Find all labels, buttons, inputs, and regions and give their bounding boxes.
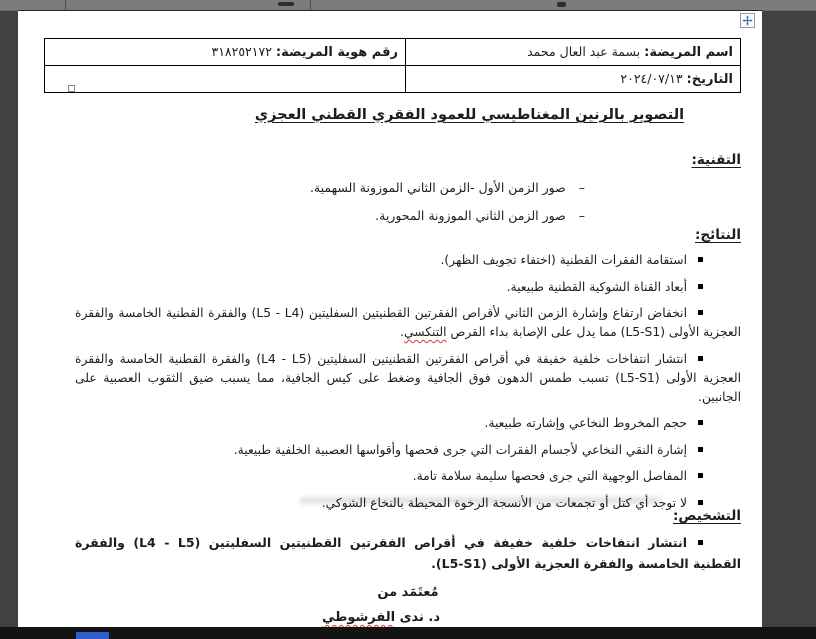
list-item[interactable] bbox=[75, 178, 741, 197]
square-bullet-icon bbox=[698, 500, 703, 505]
report-date-label: التاريخ: bbox=[686, 71, 733, 87]
approved-by-line[interactable]: مُعتَمَد من bbox=[377, 585, 439, 600]
result-item-text: إشارة النقي النخاعي لأجسام الفقرات التي جرى فحصها وأقواسها العصبية الخلفية طبيعية. bbox=[233, 442, 687, 457]
diagnosis-list bbox=[75, 532, 741, 574]
move-icon bbox=[742, 15, 753, 26]
square-bullet-icon bbox=[698, 284, 703, 289]
report-title[interactable]: التصوير بالرنين المغناطيسي للعمود الفقري القطني العجزي bbox=[254, 107, 685, 123]
patient-id-value: ٣١٨٢٥٢١٧٢ bbox=[211, 43, 272, 59]
section-heading-technique[interactable]: التقنية: bbox=[691, 152, 741, 168]
section-heading-results[interactable]: النتائج: bbox=[695, 227, 741, 243]
patient-name-label: اسم المريضة: bbox=[644, 44, 733, 60]
report-date-value: ٢٠٢٤/٠٧/١٣ bbox=[620, 70, 683, 86]
doctor-signature-line[interactable] bbox=[75, 610, 687, 625]
result-item-text: استقامة الفقرات القطنية (اختفاء تجويف الظهر). bbox=[440, 253, 687, 267]
list-item[interactable] bbox=[75, 532, 741, 574]
dash-bullet-icon: – bbox=[578, 180, 585, 195]
list-item[interactable] bbox=[75, 278, 741, 297]
table-resize-handle[interactable] bbox=[68, 85, 75, 92]
table-move-handle[interactable] bbox=[740, 13, 755, 28]
toolbar-fragment bbox=[278, 2, 294, 6]
toolbar-divider bbox=[310, 0, 311, 10]
square-bullet-icon bbox=[698, 420, 703, 425]
toolbar-fragment bbox=[557, 2, 566, 7]
result-item-text: المفاصل الوجهية التي جرى فحصها سليمة سلامة تامة. bbox=[412, 469, 687, 483]
result-item-text: لا توجد أي كتل أو تجمعات من الأنسجة الرخوة المحيطة بالنخاع الشوكي. bbox=[321, 495, 687, 510]
misspelled-word: التنكسي bbox=[404, 325, 447, 339]
patient-name-value: بسمة عبد العال محمد bbox=[527, 43, 641, 59]
patient-id-label: رقم هوية المريضة: bbox=[275, 44, 398, 60]
list-item[interactable] bbox=[75, 414, 741, 433]
patient-id-cell[interactable] bbox=[45, 39, 406, 66]
misspelled-word: الفرشوطي bbox=[321, 610, 396, 625]
taskbar-fragment bbox=[76, 632, 109, 639]
square-bullet-icon bbox=[698, 257, 703, 262]
toolbar-divider bbox=[65, 0, 66, 10]
table-row bbox=[45, 66, 741, 93]
doctor-name-prefix: د. ندى bbox=[395, 610, 441, 625]
report-date-cell[interactable] bbox=[406, 66, 741, 93]
result-item-text: أبعاد القناة الشوكية القطنية طبيعية. bbox=[506, 279, 687, 294]
window-bottom-chrome bbox=[0, 627, 816, 639]
list-item[interactable] bbox=[75, 251, 741, 270]
table-row bbox=[45, 39, 741, 66]
dash-bullet-icon: – bbox=[578, 208, 585, 223]
empty-cell[interactable] bbox=[45, 66, 406, 93]
square-bullet-icon bbox=[698, 310, 703, 315]
result-item-text: حجم المخروط النخاعي وإشارته طبيعية. bbox=[484, 416, 687, 430]
result-item-text: انتشار انتفاخات خلفية خفيفة في أقراص الفقرتين القطنيتين السفليتين (L4 - L5) والفقرة القطنية الخامسة والفقرة العجزية الأولى (L5-S1) تسبب طمس الدهون فوق الجافية وضغط على كيس الجافية، مما يسبب ضيق الثقوب العصبية على الجانبين. bbox=[75, 351, 741, 404]
list-item[interactable] bbox=[75, 304, 741, 342]
document-page[interactable] bbox=[18, 10, 762, 628]
result-item-text: . bbox=[400, 325, 404, 339]
section-heading-diagnosis[interactable]: التشخيص: bbox=[672, 508, 741, 524]
square-bullet-icon bbox=[698, 540, 703, 545]
list-item[interactable] bbox=[75, 467, 741, 486]
diagnosis-item-text: انتشار انتفاخات خلفية خفيفة في أقراص الفقرتين القطنيتين السفليتين (L4 - L5) والفقرة القطنية الخامسة والفقرة العجزية الأولى (L5-S1). bbox=[75, 535, 741, 571]
square-bullet-icon bbox=[698, 473, 703, 478]
patient-name-cell[interactable] bbox=[406, 39, 741, 66]
list-item[interactable] bbox=[75, 441, 741, 460]
list-item[interactable] bbox=[75, 350, 741, 407]
technique-item-text: صور الزمن الأول -الزمن الثاني الموزونة السهمية. bbox=[309, 180, 566, 195]
patient-info-table bbox=[44, 38, 741, 93]
square-bullet-icon bbox=[698, 356, 703, 361]
technique-list bbox=[75, 178, 741, 234]
square-bullet-icon bbox=[698, 447, 703, 452]
result-item-text: انخفاض ارتفاع وإشارة الزمن الثاني لأقراص الفقرتين القطنيتين السفليتين (L5 - L4) والفقرة القطنية الخامسة والفقرة العجزية الأولى (L5-S1) مما يدل على الإصابة بداء القرص bbox=[75, 306, 741, 339]
list-item[interactable] bbox=[75, 206, 741, 225]
technique-item-text: صور الزمن الثاني الموزونة المحورية. bbox=[375, 208, 566, 223]
results-list bbox=[75, 251, 741, 520]
highlight-artifact bbox=[300, 497, 662, 504]
